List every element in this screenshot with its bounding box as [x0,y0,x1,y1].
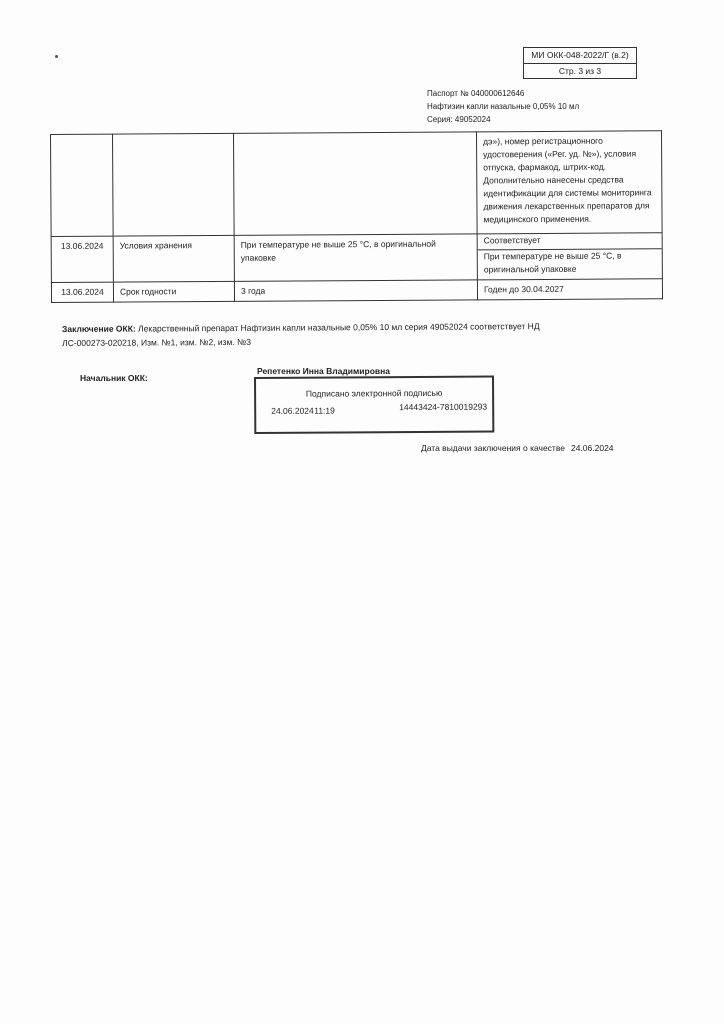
signer-name: Репетенко Инна Владимировна [257,366,390,376]
conclusion-block [62,319,562,350]
scan-speck [55,55,58,58]
issue-date: 24.06.2024 [570,443,614,453]
conclusion-label: Заключение ОКК: [62,323,136,334]
signature-serial: 14443424-7810019293 [399,401,488,413]
electronic-signature-stamp [254,376,494,434]
row-parameter: Условия хранения [113,235,234,282]
signature-date: 24.06.2024 [271,405,314,416]
row-requirement [233,132,477,235]
issue-label: Дата выдачи заключения о качестве [421,443,565,453]
table-row [51,279,662,303]
document-code: МИ ОКК-048-2022/Г (в.2) [531,50,629,60]
row-date: 13.06.2024 [51,282,113,302]
conclusion-text: Лекарственный препарат Нафтизин капли назальные 0,05% 10 мл серия 49052024 соответствует НД ЛС-000273-020218, Изм. №1, изм. №2, изм. №3 [62,321,540,348]
table-row [51,233,662,283]
row-parameter [113,133,235,236]
row-result: При температуре не выше 25 °С, в оригинальной упаковке [483,250,622,275]
page-info: Стр. 3 из 3 [524,63,636,79]
row-requirement: 3 года [234,280,477,301]
issue-date-line [421,443,614,453]
signature-title: Подписано электронной подписью [305,387,443,399]
row-result: Годен до 30.04.2027 [477,279,662,300]
row-result: дэ»), номер регистрационного удостоверения («Рег. уд. №»), условия отпуска, фармакод, штрих-код. Дополнительно нанесены средства идентификации для системы мониторинга движения лекарственных препаратов для медицинского применения. [476,131,662,234]
table-row [51,131,663,237]
row-result-status: Соответствует [478,233,662,250]
row-date [51,134,114,236]
passport-block [427,87,579,126]
signature-time: 11:19 [314,405,335,416]
row-requirement: При температуре не выше 25 °С, в оригинальной упаковке [234,234,477,281]
signer-role: Начальник ОКК: [80,373,148,383]
row-date: 13.06.2024 [51,236,113,282]
series-number: Серия: 49052024 [427,115,491,124]
document-code-box [523,47,637,79]
passport-number: Паспорт № 040000612646 [427,89,525,98]
row-result-cell [477,233,662,280]
quality-table [50,130,663,303]
row-parameter: Срок годности [113,281,234,302]
product-name: Нафтизин капли назальные 0,05% 10 мл [427,102,580,111]
